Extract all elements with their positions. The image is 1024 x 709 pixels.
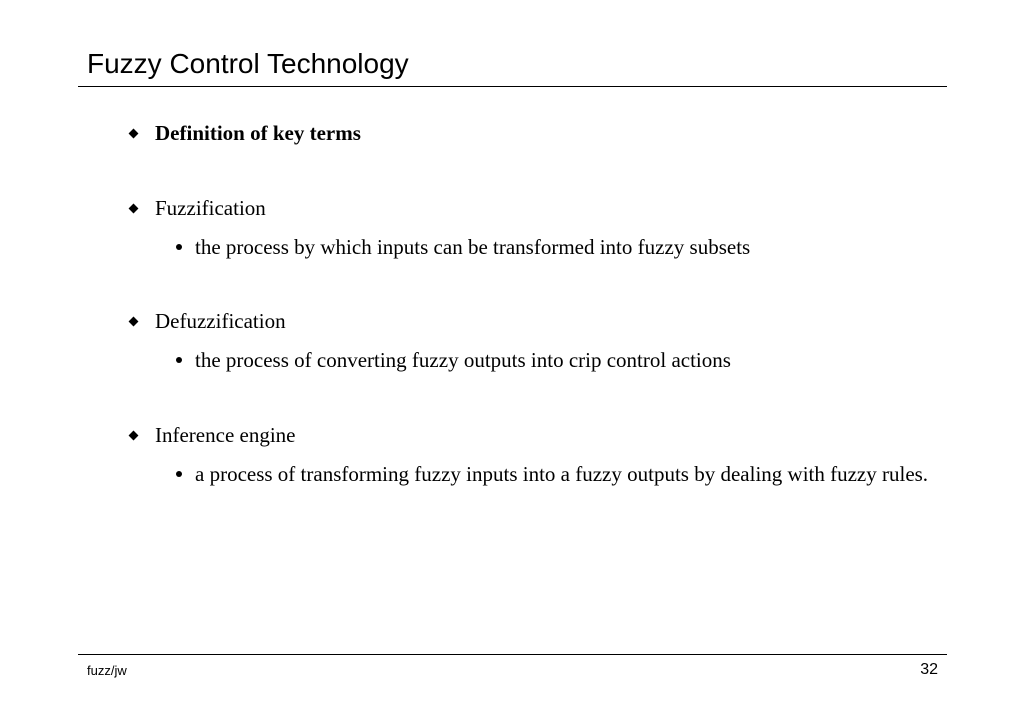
dot-bullet-icon (176, 244, 182, 250)
heading-bullet (128, 119, 361, 147)
page-number: 32 (920, 661, 938, 678)
dot-bullet-icon (176, 357, 182, 363)
term-definition: the process by which inputs can be transformed into fuzzy subsets (195, 235, 751, 259)
definition-bullet-fuzzification (176, 232, 935, 263)
term-bullet-defuzzification (128, 307, 286, 335)
diamond-bullet-icon (129, 317, 139, 327)
term-label: Inference engine (155, 423, 296, 447)
footer-author: fuzz/jw (87, 663, 127, 678)
term-definition: a process of transforming fuzzy inputs into a fuzzy outputs by dealing with fuzzy rules. (195, 462, 929, 486)
term-label: Fuzzification (155, 196, 266, 220)
dot-bullet-icon (176, 471, 182, 477)
term-bullet-fuzzification (128, 194, 266, 222)
term-bullet-inference-engine (128, 421, 296, 449)
term-label: Defuzzification (155, 309, 286, 333)
slide-title: Fuzzy Control Technology (87, 48, 409, 79)
diamond-bullet-icon (129, 204, 139, 214)
section-heading: Definition of key terms (155, 121, 361, 145)
definition-bullet-defuzzification (176, 345, 935, 376)
footer-divider (78, 654, 947, 655)
diamond-bullet-icon (129, 129, 139, 139)
diamond-bullet-icon (129, 431, 139, 441)
definition-bullet-inference-engine (176, 459, 935, 490)
term-definition: the process of converting fuzzy outputs into crip control actions (195, 348, 731, 372)
